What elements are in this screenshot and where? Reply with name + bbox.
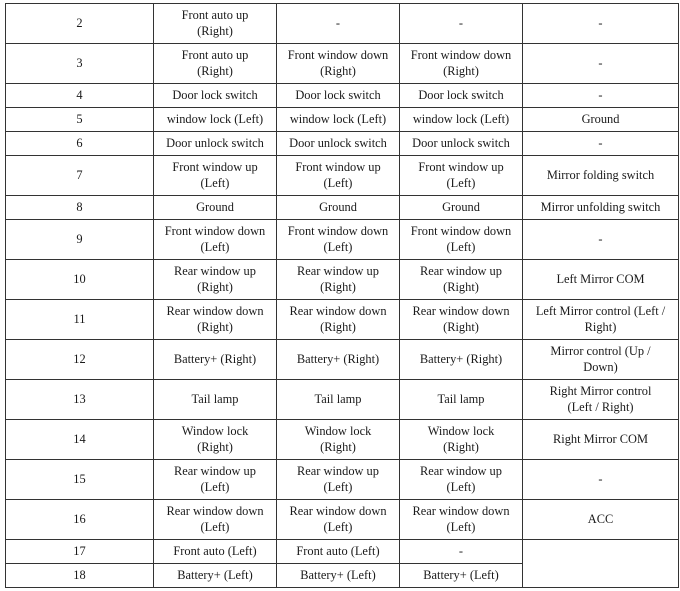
table-row xyxy=(6,380,679,420)
function-cell-col4 xyxy=(523,340,679,380)
cell-text-line: Window lock xyxy=(181,424,249,438)
function-cell-col3 xyxy=(400,420,523,460)
function-cell-col4 xyxy=(523,420,679,460)
table-row xyxy=(6,340,679,380)
pin-number-cell: 17 xyxy=(6,540,154,564)
function-cell-col2 xyxy=(277,220,400,260)
function-cell-col3 xyxy=(400,340,523,380)
function-cell-col3 xyxy=(400,132,523,156)
cell-text-line: Tail lamp xyxy=(437,391,485,406)
pin-number-cell: 7 xyxy=(6,156,154,196)
function-cell-col2 xyxy=(277,460,400,500)
pin-number-cell: 3 xyxy=(6,44,154,84)
cell-text-line: Rear window up xyxy=(297,464,379,478)
cell-text-line: Door unlock switch xyxy=(412,135,510,150)
cell-text-line: Battery+ (Left) xyxy=(423,567,499,582)
cell-text-line: Front auto up xyxy=(181,48,249,62)
function-cell-col3 xyxy=(400,196,523,220)
function-cell-col2 xyxy=(277,300,400,340)
cell-text-line: (Left) xyxy=(446,239,476,254)
function-cell-col4 xyxy=(523,156,679,196)
cell-text-line: Rear window down xyxy=(289,304,387,318)
cell-text-line: Window lock xyxy=(304,424,372,438)
function-cell-col2 xyxy=(277,108,400,132)
cell-text-line: (Right) xyxy=(197,439,233,454)
cell-text-line: (Left) xyxy=(200,239,230,254)
cell-text-line: Rear window down xyxy=(412,504,510,518)
table-row xyxy=(6,4,679,44)
cell-text-line: Front window up xyxy=(418,160,504,174)
function-cell-col3 xyxy=(400,44,523,84)
function-cell-col1 xyxy=(154,84,277,108)
function-cell-col1 xyxy=(154,260,277,300)
cell-text-line: Front auto (Left) xyxy=(173,543,257,558)
cell-text-line: Window lock xyxy=(427,424,495,438)
table-row xyxy=(6,260,679,300)
function-cell-col3 xyxy=(400,460,523,500)
cell-text-line: (Left) xyxy=(200,175,230,190)
cell-text-line: (Left) xyxy=(323,519,353,534)
cell-text-line: Mirror control (Up / xyxy=(550,344,651,358)
cell-text-line: - xyxy=(598,231,603,246)
function-cell-col1 xyxy=(154,4,277,44)
cell-text-line: (Left) xyxy=(446,175,476,190)
cell-text-line: Door unlock switch xyxy=(289,135,387,150)
cell-text-line: - xyxy=(598,87,603,102)
cell-text-line: Ground xyxy=(196,199,234,214)
cell-text-line: (Left) xyxy=(323,239,353,254)
pin-number-cell: 2 xyxy=(6,4,154,44)
cell-text-line: Front auto (Left) xyxy=(296,543,380,558)
cell-text-line: Door lock switch xyxy=(172,87,258,102)
function-cell-col1 xyxy=(154,380,277,420)
function-cell-col1 xyxy=(154,500,277,540)
cell-text-line: (Right) xyxy=(197,319,233,334)
function-cell-col4 xyxy=(523,540,679,588)
table-row xyxy=(6,500,679,540)
pin-number-cell: 5 xyxy=(6,108,154,132)
function-cell-col3 xyxy=(400,220,523,260)
function-cell-col2 xyxy=(277,340,400,380)
pin-number-cell: 6 xyxy=(6,132,154,156)
cell-text-line: Right) xyxy=(584,319,617,334)
cell-text-line: - xyxy=(598,135,603,150)
pin-number-cell: 10 xyxy=(6,260,154,300)
cell-text-line: Front window down xyxy=(164,224,266,238)
table-row xyxy=(6,300,679,340)
function-cell-col2 xyxy=(277,420,400,460)
function-cell-col4 xyxy=(523,44,679,84)
cell-text-line: (Right) xyxy=(320,319,356,334)
cell-text-line: Right Mirror control xyxy=(549,384,652,398)
function-cell-col4 xyxy=(523,300,679,340)
cell-text-line: Rear window up xyxy=(174,264,256,278)
cell-text-line: Rear window up xyxy=(420,264,502,278)
table-row xyxy=(6,220,679,260)
function-cell-col1 xyxy=(154,132,277,156)
cell-text-line: Tail lamp xyxy=(314,391,362,406)
function-cell-col3 xyxy=(400,564,523,588)
function-cell-col3 xyxy=(400,300,523,340)
cell-text-line: Battery+ (Left) xyxy=(177,567,253,582)
function-cell-col1 xyxy=(154,156,277,196)
function-cell-col4 xyxy=(523,460,679,500)
function-cell-col1 xyxy=(154,564,277,588)
pin-table-body xyxy=(6,4,679,588)
function-cell-col2 xyxy=(277,44,400,84)
table-row xyxy=(6,156,679,196)
cell-text-line: Ground xyxy=(442,199,480,214)
function-cell-col4 xyxy=(523,4,679,44)
cell-text-line: Front window down xyxy=(287,48,389,62)
cell-text-line: (Right) xyxy=(197,279,233,294)
function-cell-col4 xyxy=(523,196,679,220)
cell-text-line: (Left / Right) xyxy=(567,399,634,414)
function-cell-col4 xyxy=(523,108,679,132)
cell-text-line: Battery+ (Right) xyxy=(173,351,257,366)
cell-text-line: window lock (Left) xyxy=(412,111,510,126)
cell-text-line: Front auto up xyxy=(181,8,249,22)
function-cell-col2 xyxy=(277,564,400,588)
function-cell-col4 xyxy=(523,132,679,156)
function-cell-col3 xyxy=(400,108,523,132)
cell-text-line: Door lock switch xyxy=(418,87,504,102)
cell-text-line: Mirror folding switch xyxy=(546,167,655,182)
function-cell-col4 xyxy=(523,500,679,540)
function-cell-col3 xyxy=(400,84,523,108)
cell-text-line: (Left) xyxy=(323,175,353,190)
table-row xyxy=(6,196,679,220)
pin-number-cell: 11 xyxy=(6,300,154,340)
pin-number-cell: 14 xyxy=(6,420,154,460)
cell-text-line: (Right) xyxy=(443,63,479,78)
cell-text-line: Down) xyxy=(583,359,618,374)
function-cell-col2 xyxy=(277,84,400,108)
function-cell-col2 xyxy=(277,540,400,564)
cell-text-line: Door unlock switch xyxy=(166,135,264,150)
cell-text-line: Front window down xyxy=(410,224,512,238)
cell-text-line: (Right) xyxy=(320,439,356,454)
cell-text-line: (Right) xyxy=(197,23,233,38)
cell-text-line: ACC xyxy=(587,511,614,526)
pin-number-cell: 4 xyxy=(6,84,154,108)
function-cell-col3 xyxy=(400,156,523,196)
function-cell-col4 xyxy=(523,260,679,300)
cell-text-line: Battery+ (Right) xyxy=(296,351,380,366)
function-cell-col3 xyxy=(400,260,523,300)
function-cell-col2 xyxy=(277,260,400,300)
cell-text-line: Front window up xyxy=(172,160,258,174)
table-row xyxy=(6,460,679,500)
cell-text-line: Ground xyxy=(319,199,357,214)
cell-text-line: Door lock switch xyxy=(295,87,381,102)
table-row xyxy=(6,108,679,132)
cell-text-line: - xyxy=(458,15,464,30)
function-cell-col4 xyxy=(523,220,679,260)
function-cell-col1 xyxy=(154,540,277,564)
pin-number-cell: 13 xyxy=(6,380,154,420)
cell-text-line: (Right) xyxy=(320,279,356,294)
cell-text-line: (Right) xyxy=(443,439,479,454)
cell-text-line: Rear window down xyxy=(166,304,264,318)
function-cell-col3 xyxy=(400,380,523,420)
cell-text-line: (Right) xyxy=(443,319,479,334)
cell-text-line: - xyxy=(598,15,603,30)
function-cell-col3 xyxy=(400,500,523,540)
cell-text-line: Front window down xyxy=(287,224,389,238)
pin-number-cell: 9 xyxy=(6,220,154,260)
function-cell-col4 xyxy=(523,380,679,420)
cell-text-line: Battery+ (Left) xyxy=(300,567,376,582)
cell-text-line: - xyxy=(598,471,603,486)
table-row xyxy=(6,132,679,156)
connector-pin-table xyxy=(5,3,679,588)
pin-number-cell: 16 xyxy=(6,500,154,540)
cell-text-line: Battery+ (Right) xyxy=(419,351,503,366)
cell-text-line: Rear window up xyxy=(297,264,379,278)
cell-text-line: Rear window up xyxy=(174,464,256,478)
function-cell-col2 xyxy=(277,132,400,156)
function-cell-col1 xyxy=(154,220,277,260)
cell-text-line: (Left) xyxy=(446,479,476,494)
cell-text-line: (Left) xyxy=(446,519,476,534)
function-cell-col1 xyxy=(154,340,277,380)
function-cell-col1 xyxy=(154,300,277,340)
pin-number-cell: 18 xyxy=(6,564,154,588)
cell-text-line: Right Mirror COM xyxy=(553,431,648,446)
function-cell-col3 xyxy=(400,4,523,44)
function-cell-col1 xyxy=(154,420,277,460)
cell-text-line: Ground xyxy=(581,111,620,126)
cell-text-line: - xyxy=(458,543,464,558)
function-cell-col2 xyxy=(277,156,400,196)
table-row xyxy=(6,420,679,460)
cell-text-line: Rear window down xyxy=(412,304,510,318)
table-row xyxy=(6,44,679,84)
cell-text-line: (Left) xyxy=(200,519,230,534)
cell-text-line: (Right) xyxy=(320,63,356,78)
cell-text-line: Left Mirror control (Left / xyxy=(535,304,666,318)
function-cell-col1 xyxy=(154,44,277,84)
function-cell-col2 xyxy=(277,196,400,220)
cell-text-line: Rear window up xyxy=(420,464,502,478)
cell-text-line: Mirror unfolding switch xyxy=(540,199,661,214)
cell-text-line: (Left) xyxy=(323,479,353,494)
function-cell-col4 xyxy=(523,84,679,108)
cell-text-line: Rear window down xyxy=(289,504,387,518)
cell-text-line: Rear window down xyxy=(166,504,264,518)
function-cell-col1 xyxy=(154,460,277,500)
pin-number-cell: 8 xyxy=(6,196,154,220)
cell-text-line: Front window down xyxy=(410,48,512,62)
cell-text-line: Left Mirror COM xyxy=(556,271,645,286)
table-row xyxy=(6,84,679,108)
function-cell-col1 xyxy=(154,196,277,220)
table-row xyxy=(6,540,679,564)
function-cell-col2 xyxy=(277,500,400,540)
function-cell-col2 xyxy=(277,4,400,44)
function-cell-col3 xyxy=(400,540,523,564)
cell-text-line: Tail lamp xyxy=(191,391,239,406)
cell-text-line: window lock (Left) xyxy=(166,111,264,126)
cell-text-line: window lock (Left) xyxy=(289,111,387,126)
cell-text-line: (Right) xyxy=(197,63,233,78)
cell-text-line: (Right) xyxy=(443,279,479,294)
pin-number-cell: 12 xyxy=(6,340,154,380)
pin-number-cell: 15 xyxy=(6,460,154,500)
cell-text-line: Front window up xyxy=(295,160,381,174)
cell-text-line: (Left) xyxy=(200,479,230,494)
function-cell-col2 xyxy=(277,380,400,420)
cell-text-line: - xyxy=(598,55,603,70)
function-cell-col1 xyxy=(154,108,277,132)
cell-text-line: - xyxy=(335,15,341,30)
